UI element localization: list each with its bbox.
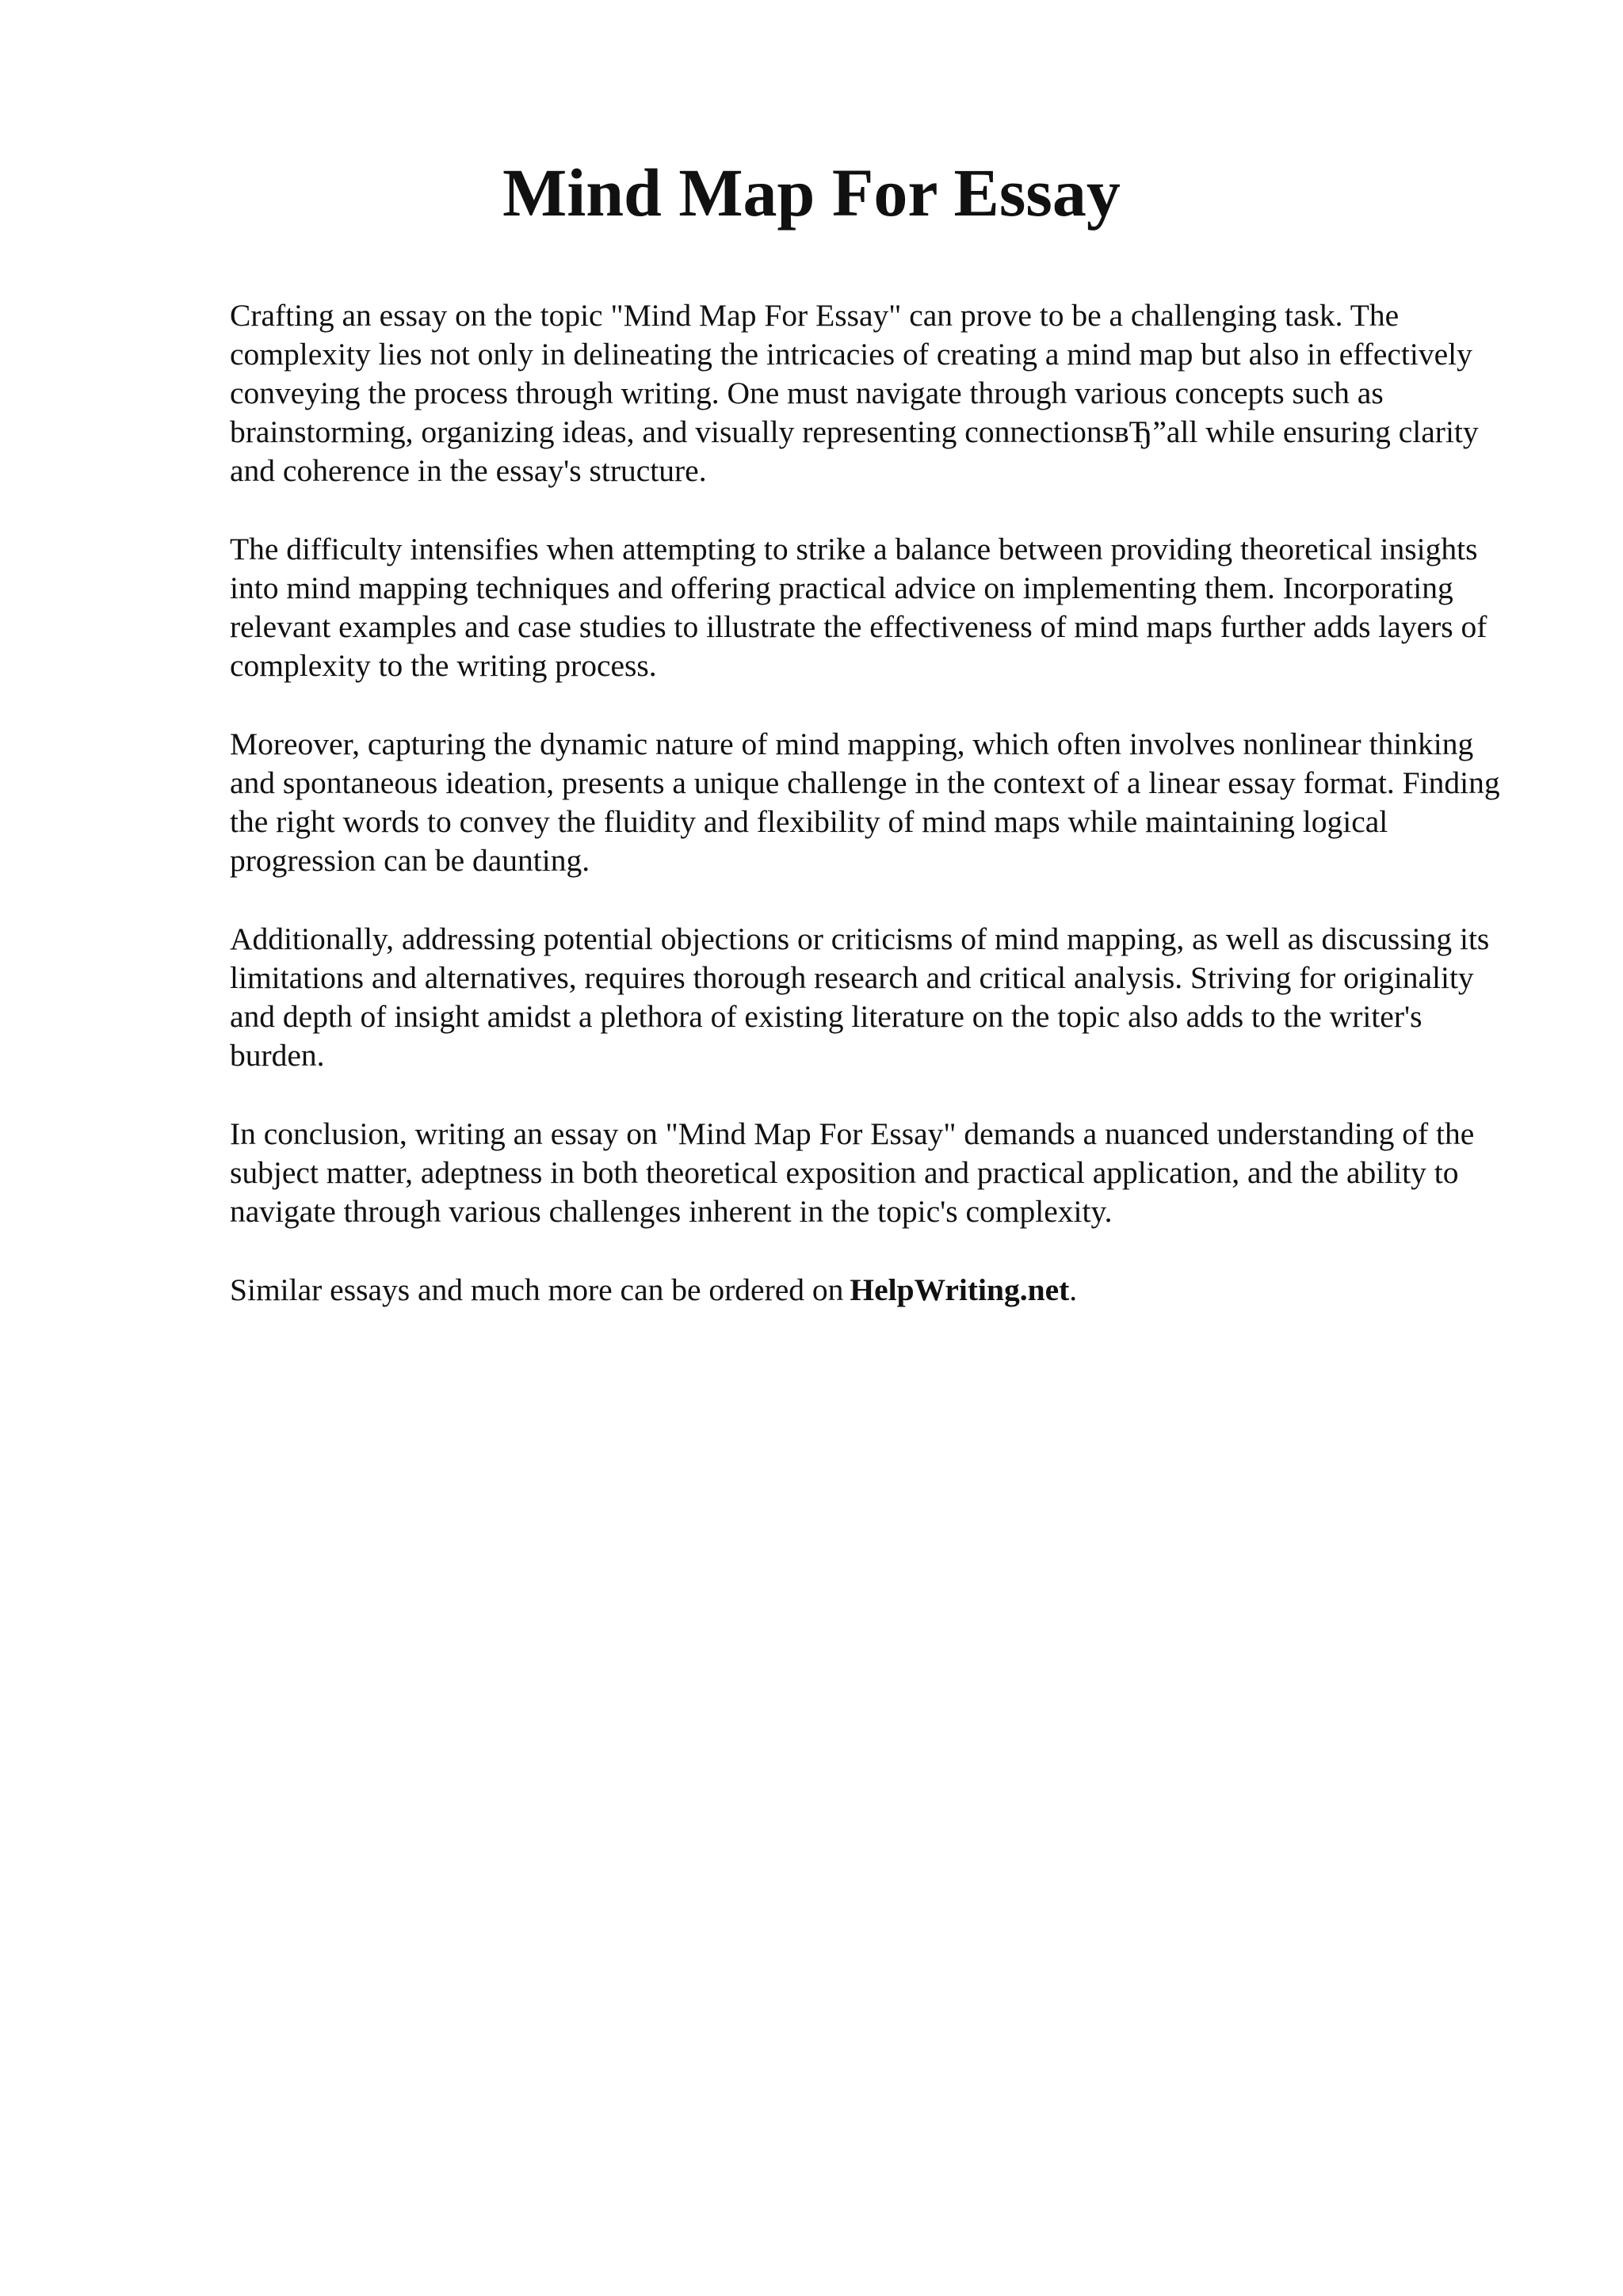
paragraph-3: Moreover, capturing the dynamic nature of mind mapping, which often involves nonlinear thinking and spontaneous ideation, presents a unique challenge in the context of a linear essay format. Finding the right words to convey the fluidity and flexibility of mind maps while maintaining logical progression can be daunting. [230, 727, 1500, 878]
footer-suffix: . [1069, 1272, 1078, 1307]
footer-prefix: Similar essays and much more can be ordered on [230, 1272, 844, 1307]
paragraph-2: The difficulty intensifies when attempting to strike a balance between providing theoretical insights into mind mapping techniques and offering practical advice on implementing them. Incorporating relevant examples and case studies to illustrate the effectiveness of mind maps further adds layers of complexity to the writing process. [230, 532, 1487, 683]
paragraph-5: In conclusion, writing an essay on "Mind Map For Essay" demands a nuanced understanding of the subject matter, adeptness in both theoretical exposition and practical application, and the ability to navigate through various challenges inherent in the topic's complexity. [230, 1116, 1475, 1229]
essay-body [230, 296, 1514, 1349]
page-title: Mind Map For Essay [502, 154, 1121, 231]
brand-link[interactable]: HelpWriting.net [850, 1272, 1070, 1307]
paragraph-4: Additionally, addressing potential objections or criticisms of mind mapping, as well as discussing its limitations and alternatives, requires thorough research and critical analysis. Striving for originality and depth of insight amidst a plethora of existing literature on the topic also adds to the writer's burden. [230, 921, 1490, 1073]
paragraph-1: Crafting an essay on the topic "Mind Map For Essay" can prove to be a challenging task. The complexity lies not only in delineating the intricacies of creating a mind map but also in effectively conveying the process through writing. One must navigate through various concepts such as brainstorming, organizing ideas, and visually representing connectionsвЂ”all while ensuring clarity and coherence in the essay's structure. [230, 298, 1479, 488]
footer-line [230, 1271, 1514, 1310]
